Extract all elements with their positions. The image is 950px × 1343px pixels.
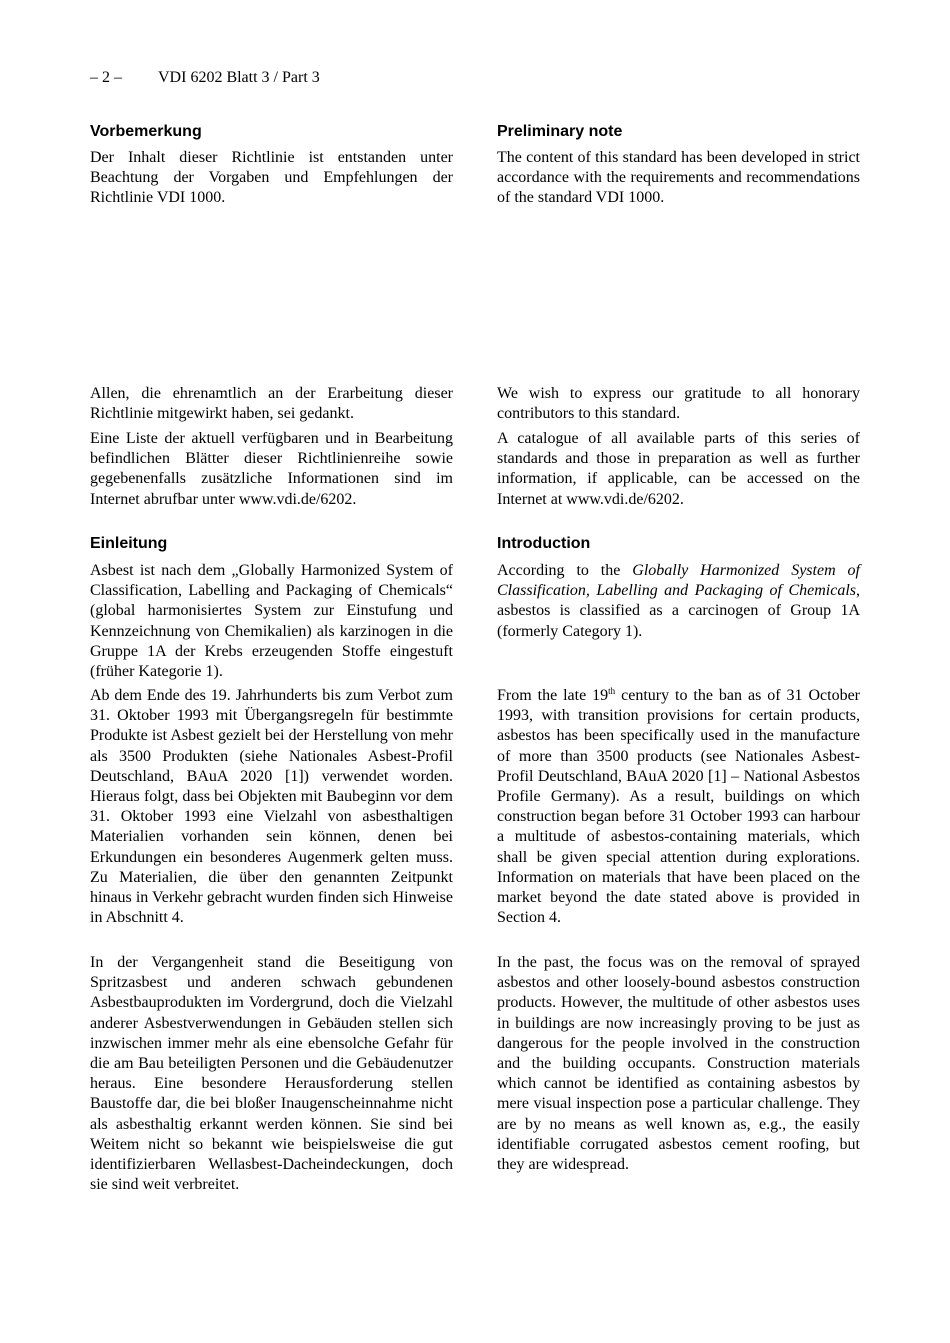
prelim-text-en: The content of this standard has been developed in strict accordance with the requirements and recommendations of the standard VDI 1000.	[497, 149, 860, 207]
list-text-de: Eine Liste der aktuell verfügbaren und in Bearbeitung befindlichen Blätter dieser Richtlinienreihe sowie gegebenenfalls zusätzliche Informationen sind im Internet abrufbar unter www.vdi.de/6202.	[90, 430, 453, 508]
intro-paragraph-2-en	[497, 686, 860, 928]
intro-p1-lead: According to the	[497, 562, 633, 579]
thanks-text-de: Allen, die ehrenamtlich an der Erarbeitung dieser Richtlinie mitgewirkt haben, sei gedankt.	[90, 385, 453, 423]
intro-paragraph-1-en	[497, 561, 860, 642]
thanks-text-en: We wish to express our gratitude to all honorary contributors to this standard.	[497, 385, 860, 423]
page-header	[90, 68, 320, 88]
prelim-text-de: Der Inhalt dieser Richtlinie ist entstanden unter Beachtung der Vorgaben und Empfehlungen der Richtlinie VDI 1000.	[90, 149, 453, 207]
intro-paragraph-3-de: In der Vergangenheit stand die Beseitigung von Spritzasbest und anderen schwach gebundenen Asbestbauprodukten im Vordergrund, doch die Vielzahl anderer Asbestverwendungen in Gebäuden stellen sich inzwischen immer mehr als eine ebensolche Gefahr für die am Bau beteiligten Personen und die Gebäudenutzer heraus. Eine besondere Herausforderung stellen Baustoffe dar, die bei bloßer Inaugenscheinnahme nicht als asbesthaltig erkannt werden können. Sie sind bei Weitem nicht so bekannt wie beispielsweise die gut identifizierbaren Wellasbest-Dacheindeckungen, doch sie sind weit verbreitet.	[90, 954, 453, 1194]
intro-paragraph-1-de: Asbest ist nach dem „Globally Harmonized System of Classification, Labelling and Packaging of Chemicals“ (global harmonisiertes System zur Einstufung und Kennzeichnung von Chemikalien) als karzinogen in die Gruppe 1A der Krebs erzeugenden Stoffe eingestuft (früher Kategorie 1).	[90, 562, 453, 681]
intro-paragraph-2-de: Ab dem Ende des 19. Jahrhunderts bis zum Verbot zum 31. Oktober 1993 mit Übergangsregeln für bestimmte Produkte ist Asbest gezielt bei der Herstellung von mehr als 3500 Produkten (siehe Nationales Asbest-Profil Deutschland, BAuA 2020 [1]) verwendet worden. Hieraus folgt, dass bei Objekten mit Baubeginn vor dem 31. Oktober 1993 eine Vielzahl von asbesthaltigen Materialien vorhanden sein können, denen bei Erkundungen ein besonderes Augenmerk gelten muss. Zu Materialien, die über den genannten Zeitpunkt hinaus in Verkehr gebracht wurden finden sich Hinweise in Abschnitt 4.	[90, 687, 453, 927]
ghs-title: Globally Harmonized System of Classification, Labelling and Packaging of Chemicals	[497, 562, 860, 600]
intro-p2-rest: century to the ban as of 31 October 1993, with transition provisions for certain products, asbestos has been specifically used in the manufacture of more than 3500 products (see Nationales Asbest-Profil Deutschland, BAuA 2020 [1] – National Asbestos Profile Germany). As a result, buildings on which construction began before 31 October 1993 can harbour a multitude of asbestos-containing materials, which shall be given special attention during explorations. Information on materials that have been placed on the market beyond the date stated above is provided in Section 4.	[497, 687, 860, 927]
intro-paragraph-3-en: In the past, the focus was on the removal of sprayed asbestos and other loosely-bound asbestos construction products. However, the multitude of other asbestos uses in buildings are now increasingly proving to be just as dangerous for the people involved in the construction and the building occupants. Construction materials which cannot be identified as containing asbestos by mere visual inspection pose a particular challenge. They are by no means as well known as, e.g., the easily identifiable corrugated asbestos cement roofing, but they are widespread.	[497, 954, 860, 1174]
prelim-heading-en: Preliminary note	[497, 123, 623, 140]
intro-p2-lead: From the late 19	[497, 687, 609, 704]
ordinal-superscript: th	[608, 686, 616, 696]
document-id: VDI 6202 Blatt 3 / Part 3	[158, 69, 320, 86]
intro-heading-en: Introduction	[497, 535, 591, 552]
prelim-heading-de: Vorbemerkung	[90, 123, 202, 140]
intro-heading-de: Einleitung	[90, 535, 168, 552]
intro-p1-rest: , asbestos is classified as a carcinogen of Group 1A (formerly Category 1).	[497, 582, 860, 640]
page-number: – 2 –	[90, 69, 122, 86]
list-text-en: A catalogue of all available parts of this series of standards and those in preparation as well as further information, if applicable, can be accessed on the Internet at www.vdi.de/6202.	[497, 430, 860, 508]
